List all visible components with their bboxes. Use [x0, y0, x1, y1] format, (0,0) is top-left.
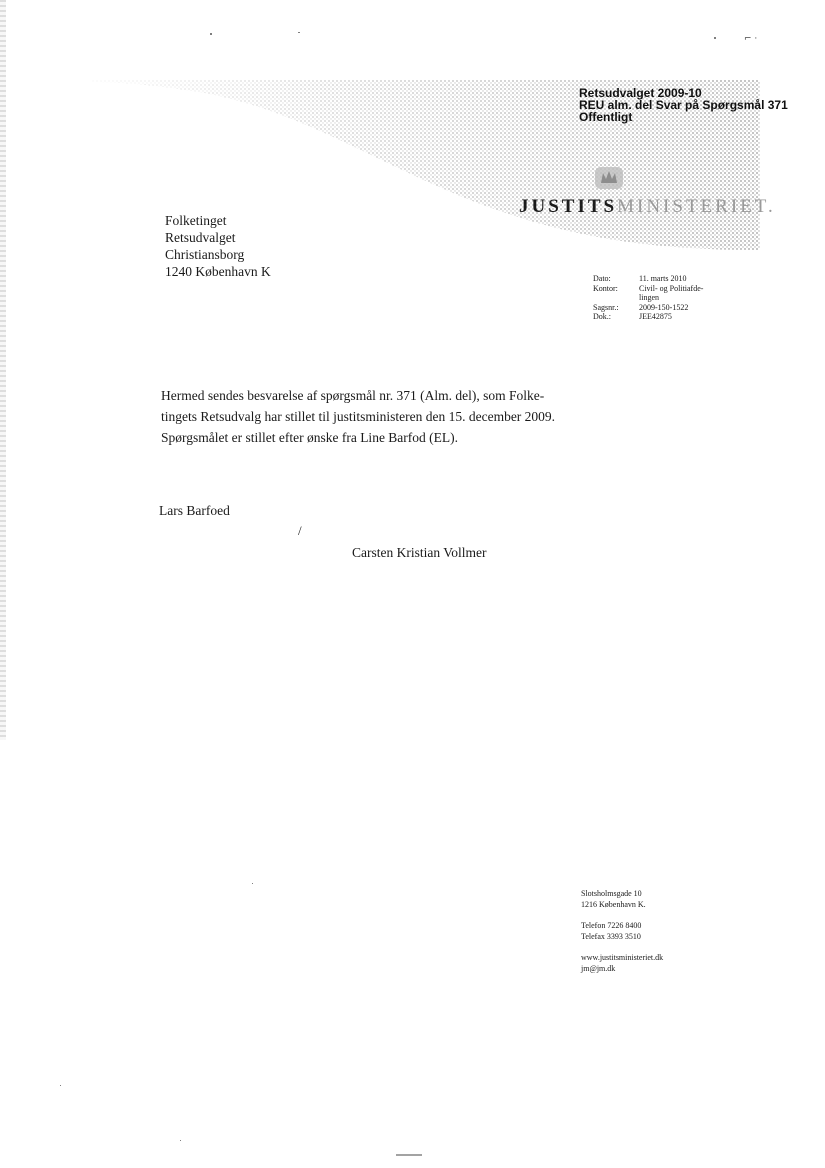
- signature-minister: Lars Barfoed: [159, 503, 230, 518]
- scan-speck: [180, 1140, 181, 1141]
- crown-crest-icon: [592, 163, 626, 193]
- scan-speck: [714, 37, 716, 39]
- meta-label: Sagsnr.:: [593, 302, 619, 312]
- scan-bottom-mark: [396, 1154, 422, 1156]
- reference-block: [593, 274, 709, 322]
- scan-speck: [60, 1085, 61, 1086]
- filing-stamp: [579, 87, 788, 123]
- recipient-line: Folketinget: [165, 213, 227, 228]
- logo-text-strong: JUSTITS: [519, 196, 618, 217]
- ministry-logo: [519, 196, 776, 218]
- body-line: Spørgsmålet er stillet efter ønske fra Line Barfod (EL).: [161, 430, 459, 445]
- meta-row: [593, 274, 709, 284]
- recipient-line: 1240 København K: [165, 264, 271, 279]
- body-line: Hermed sendes besvarelse af spørgsmål nr. 371 (Alm. del), som Folke-: [161, 388, 545, 403]
- letter-body: [161, 385, 556, 448]
- footer-city: 1216 København K.: [581, 899, 646, 909]
- stamp-status: Offentligt: [579, 110, 633, 124]
- meta-row: [593, 312, 709, 322]
- scan-speck: [298, 32, 300, 33]
- meta-value: Civil- og Politiafde-lingen: [639, 283, 704, 303]
- meta-value: 2009-150-1522: [639, 302, 689, 312]
- footer-phone: Telefon 7226 8400: [581, 921, 642, 930]
- ministry-contact-footer: [581, 889, 663, 974]
- scan-speck: [210, 33, 212, 35]
- meta-row: [593, 303, 709, 313]
- meta-label: Kontor:: [593, 283, 618, 293]
- footer-email-link[interactable]: jm@jm.dk: [581, 963, 616, 973]
- meta-label: Dato:: [593, 274, 611, 283]
- stamp-committee: Retsudvalget 2009-10: [579, 86, 702, 100]
- body-line: tingets Retsudvalg har stillet til justitsministeren den 15. december 2009.: [161, 409, 556, 424]
- footer-website-link[interactable]: www.justitsministeriet.dk: [581, 953, 664, 962]
- meta-label: Dok.:: [593, 312, 611, 322]
- signature-official: Carsten Kristian Vollmer: [352, 545, 487, 560]
- recipient-address: [165, 212, 271, 280]
- meta-row: [593, 284, 709, 303]
- recipient-line: Retsudvalget: [165, 230, 236, 245]
- footer-fax: Telefax 3393 3510: [581, 931, 641, 941]
- letterhead-band: [0, 0, 825, 260]
- scan-speck: [252, 883, 253, 884]
- meta-value: 11. marts 2010: [639, 274, 687, 283]
- logo-text-light: MINISTERIET.: [617, 196, 776, 217]
- reference-table: [593, 274, 709, 322]
- signature-separator: /: [298, 523, 302, 538]
- meta-value: JEE42875: [639, 312, 672, 322]
- recipient-line: Christiansborg: [165, 247, 245, 262]
- footer-street: Slotsholmsgade 10: [581, 889, 642, 898]
- scan-corner-mark: ⌐ ·: [744, 34, 758, 44]
- stamp-reference: REU alm. del Svar på Spørgsmål 371: [579, 98, 788, 112]
